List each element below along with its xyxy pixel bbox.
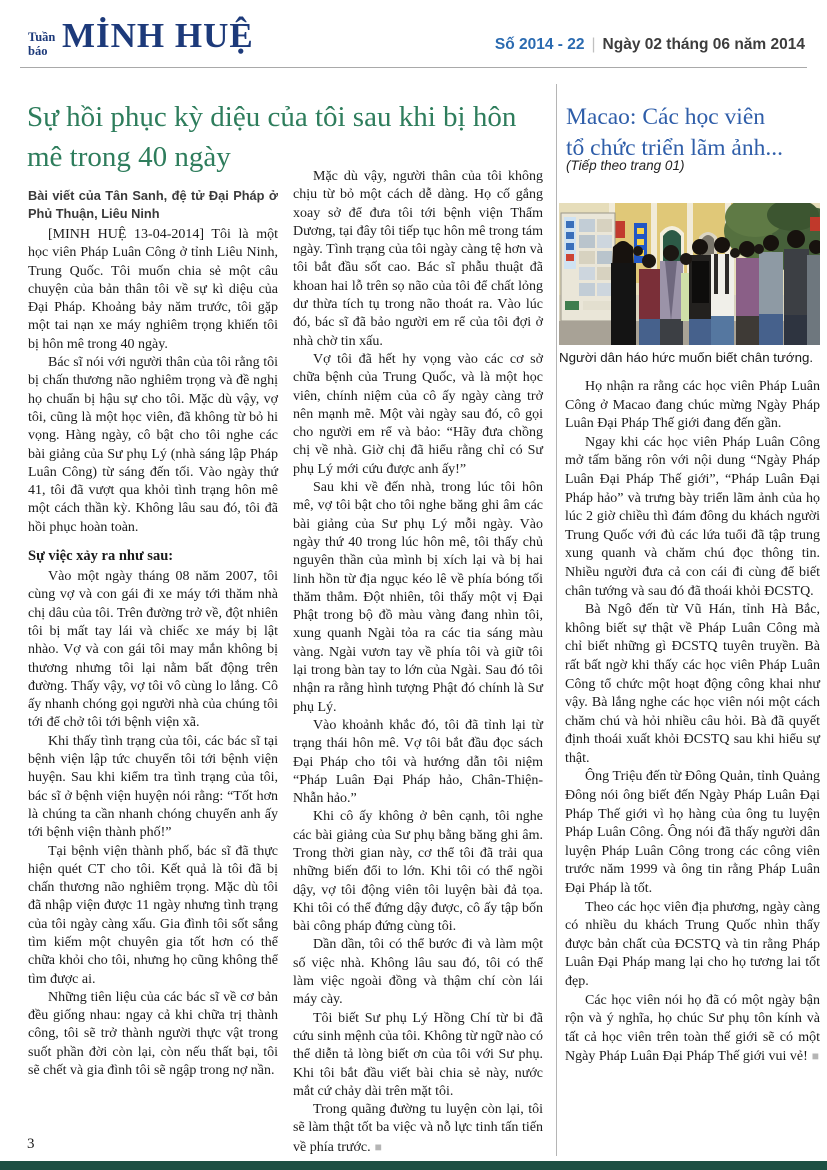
issue-info: [495, 36, 805, 54]
paragraph: Sau khi về đến nhà, trong lúc tôi hôn mê, vợ tôi bật cho tôi nghe băng ghi âm các bài giảng của Sư phụ Lý mỗi ngày. Vào ngày thứ 40 trong lúc hôn mê, tôi thấy chủ nguyên thần của mình bị xích lại và bị hai linh hồn từ địa ngục kéo lê về phía bóng tối thăm thẳm. Đột nhiên, tôi thấy một vị Đại Phật trong bộ đồ màu vàng đang nhìn tôi, xung quanh Ngài tỏa ra các tia sáng màu vàng. Ngài vươn tay về phía tôi và giữ tôi lại trong bàn tay to lớn của Ngài. Sau đó tôi nhận ra rằng hình tượng Phật đó chính là Sư phụ Lý.: [293, 480, 543, 715]
paragraph: [565, 992, 820, 1067]
paragraph: [293, 1101, 543, 1157]
paragraph: Vào một ngày tháng 08 năm 2007, tôi cùng vợ và con gái đi xe máy tới thăm nhà chị dâu của tôi. Trên đường trở về, đột nhiên tôi bị mất tay lái và chiếc xe máy bị lật nhào. Vợ và con gái tôi may mắn không bị thương nhưng tôi lại nằm bất động trên đường. Thấy vậy, vợ tôi vô cùng lo lắng. Cô ấy nhanh chóng gọi người nhà của chúng tôi tới để chở tôi tới bệnh viện xã.: [28, 569, 278, 731]
paragraph: Mặc dù vậy, người thân của tôi không chịu từ bỏ một cách dễ dàng. Họ cố gắng xoay sở để đưa tôi tới bệnh viện Thẩm Dương, tại đây tôi tiếp tục hôn mê trong tám ngày. Tình trạng của tôi ngày càng tệ hơn và tôi bắt đầu sốt cao. Bác sĩ phẫu thuật đã khoan hai lỗ trên sọ não của tôi để chất lỏng dư thừa tích tụ trong não thoát ra. Vào lúc đó, bác sĩ đã bảo người em rể của tôi đợi ở nhà chờ tin xấu.: [293, 169, 543, 349]
paragraph: Dần dần, tôi có thể bước đi và làm một số việc nhà. Không lâu sau đó, tôi có thể làm việc ngoài đồng và thậm chí còn lái máy cày.: [293, 937, 543, 1008]
paragraph: Vợ tôi đã hết hy vọng vào các cơ sở chữa bệnh của Trung Quốc, và là một học viên, chính niệm của cô ấy ngày càng trở nên mạnh mẽ. Một vài ngày sau đó, cô gọi cho người em rể và bảo: “Hãy đưa chồng chị về nhà. Giờ chị đã hiểu rằng chỉ có Sư phụ Lý mới cứu được anh ấy!”: [293, 351, 543, 477]
header-rule: [20, 67, 807, 68]
paragraph: [MINH HUỆ 13-04-2014] Tôi là một học viên Pháp Luân Công ở tỉnh Liêu Ninh, Trung Quốc. Tôi muốn chia sẻ một câu chuyện của bản thân tôi về sự kì diệu của Đại Pháp. Khoảng bảy năm trước, tôi gặp một tai nạn xe máy nghiêm trọng khiến tôi bị hôn mê trong 40 ngày.: [28, 227, 278, 352]
paragraph: Tôi biết Sư phụ Lý Hồng Chí từ bi đã cứu sinh mệnh của tôi. Không từ ngữ nào có thể diễn tả lòng biết ơn của tôi với Sư phụ. Khi tôi bắt đầu viết bài chia sẻ này, nước mắt cứ chảy dài trên mặt tôi.: [293, 1010, 543, 1099]
side-article-title: [566, 102, 822, 164]
masthead-weekly-label: [28, 31, 55, 59]
side-article-body: [565, 378, 820, 1067]
continuation-note: (Tiếp theo trang 01): [566, 158, 685, 173]
paragraph: Bác sĩ nói với người thân của tôi rằng tôi bị chấn thương não nghiêm trọng và đề nghị họ chuẩn bị hậu sự cho tôi. Mặc dù vậy, vợ tôi, cũng là một học viên, đã không từ bỏ hi vọng. Hàng ngày, cô bật cho tôi nghe các bài giảng của Sư phụ Lý (nhà sáng lập Pháp Luân Công) từ sáng đến tối. Vào ngày thứ 41, tôi đã vượt qua khỏi tình trạng hôn mê một cách thần kỳ. Không lâu sau đó, tôi đã hồi phục hoàn toàn.: [28, 355, 278, 535]
paragraph: Ông Triệu đến từ Đông Quản, tỉnh Quảng Đông nói ông biết đến Ngày Pháp Luân Đại Pháp Thế giới vì họ hàng của ông tu luyện Pháp Luân Công. Ông nói đã thấy người dân luyện Pháp Luân Công trong các công viên trước năm 1999 và ông tin rằng Pháp Luân Đại Pháp là tốt.: [565, 769, 820, 897]
issue-number: Số 2014 - 22: [494, 36, 585, 53]
issue-date: Ngày 02 tháng 06 năm 2014: [602, 36, 805, 53]
crowd-photo: [559, 203, 820, 345]
paragraph: Khi thấy tình trạng của tôi, các bác sĩ tại bệnh viện lập tức chuyển tôi tới bệnh viện huyện. Sau khi kiểm tra tình trạng của tôi, bác sĩ ở bệnh viện huyện nói rằng: “Tốt hơn là chúng ta cần nhanh chóng chuyển anh ấy tới bệnh viện thành phố!”: [28, 733, 278, 841]
weekly-label-line2: báo: [28, 43, 48, 58]
masthead-title: MİNH HUỆ: [62, 16, 254, 55]
weekly-label-line1: Tuần: [28, 30, 56, 44]
article-end-mark: ■: [811, 1049, 820, 1064]
main-article-column-2: [293, 168, 543, 1157]
side-title-line1: Macao: Các học viên: [566, 103, 766, 130]
paragraph: Khi cô ấy không ở bên cạnh, tôi nghe các bài giảng của Sư phụ bằng băng ghi âm. Trong thời gian này, cơ thể tôi đã trải qua những biến đổi to lớn. Khi tôi có thể ngồi dậy, vợ tôi động viên tôi luyện bài đả tọa. Khi tôi có thể đứng dậy được, cô ấy tập bốn bài công pháp đứng cùng tôi.: [293, 809, 543, 935]
page-number: 3: [27, 1136, 35, 1152]
paragraph: Vào khoảnh khắc đó, tôi đã tỉnh lại từ trạng thái hôn mê. Vợ tôi bắt đầu đọc sách Đại Pháp cho tôi và hướng dẫn tôi niệm “Pháp Luân Đại Pháp hảo, Chân-Thiện-Nhẫn hảo.”: [293, 717, 543, 807]
paragraph: Những tiên liệu của các bác sĩ về cơ bản đều giống nhau: ngay cả khi chữa trị thành công, tôi sẽ trở thành người thực vật trong suốt phần đời còn lại, còn nếu thất bại, tôi sẽ chết và gia đình tôi sẽ ngập trong nợ nần.: [28, 989, 278, 1079]
column-divider: [556, 84, 557, 1156]
paragraph: Theo các học viên địa phương, ngày càng có nhiều du khách Trung Quốc nhìn thấy được bản chất của ĐCSTQ và tin rằng Pháp Luân Đại Pháp mang lại cho họ tương lai tốt đẹp.: [565, 899, 820, 989]
main-article-column-1: [28, 226, 278, 1080]
paragraph: Họ nhận ra rằng các học viên Pháp Luân Công ở Macao đang chúc mừng Ngày Pháp Luân Đại Pháp Thế giới đang đến gần.: [565, 379, 820, 432]
side-title-line2: tổ chức triển lãm ảnh...: [566, 134, 783, 161]
article-end-mark: ■: [374, 1139, 382, 1154]
crowd-photo-illustration: [559, 203, 820, 345]
paragraph: Ngay khi các học viên Pháp Luân Công mở tấm băng rôn với nội dung “Ngày Pháp Luân Đại Pháp Thế giới”, “Pháp Luân Đại Pháp hảo” và trưng bày triển lãm ảnh của họ lúc 2 giờ chiều thì đám đông du khách người Trung Quốc với đủ các lứa tuổi đã tập trung xung quanh và chăm chú đọc thông tin. Nhiều người đưa cả con cái đi cùng để biết chân tướng và sau đó đã thoái khỏi ĐCSTQ.: [565, 434, 820, 599]
paragraph-text: Các học viên nói họ đã có một ngày bận rộn và ý nghĩa, họ chúc Sư phụ tôn kính và tất cả học viên trên toàn thế giới sẽ có một Ngày Pháp Luân Đại Pháp Thế giới vui vẻ!: [565, 992, 820, 1065]
issue-separator: |: [591, 36, 596, 53]
paragraph-text: Trong quãng đường tu luyện còn lại, tôi sẽ làm thật tốt ba việc và nỗ lực tinh tấn tiến về phía trước.: [293, 1102, 543, 1155]
main-article-byline: Bài viết của Tân Sanh, đệ tử Đại Pháp ở Phủ Thuận, Liêu Ninh: [28, 188, 278, 221]
paragraph: Tại bệnh viện thành phố, bác sĩ đã thực hiện quét CT cho tôi. Kết quả là tôi đã bị chấn thương não nghiêm trọng. Mặc dù tôi đã nhập viện được 11 ngày nhưng tình trạng của tôi ngày càng xấu. Gia đình tôi sốt sắng tìm kiếm một chuyên gia tốt hơn có thể chữa khỏi cho tôi, nhưng họ cũng không thể tìm được ai.: [28, 843, 278, 987]
paragraph: Bà Ngô đến từ Vũ Hán, tỉnh Hà Bắc, không biết sự thật về Pháp Luân Công mà chỉ biết những gì ĐCSTQ tuyên truyền. Bà rất bất ngờ khi thấy các học viên Pháp Luân Công tổ chức một hoạt động công khai như vậy. Bà lắng nghe các học viên nói một cách chăm chú và hỏi nhiều câu hỏi. Bà đã quyết định thoái xuất khỏi ĐCSTQ sau khi hiểu sự thật.: [565, 602, 820, 766]
photo-caption: Người dân háo hức muốn biết chân tướng.: [559, 350, 814, 365]
main-article-subheading: Sự việc xảy ra như sau:: [28, 548, 174, 565]
main-article-title: Sự hồi phục kỳ diệu của tôi sau khi bị hôn mê trong 40 ngày: [27, 101, 517, 174]
footer-bar: [0, 1161, 827, 1170]
